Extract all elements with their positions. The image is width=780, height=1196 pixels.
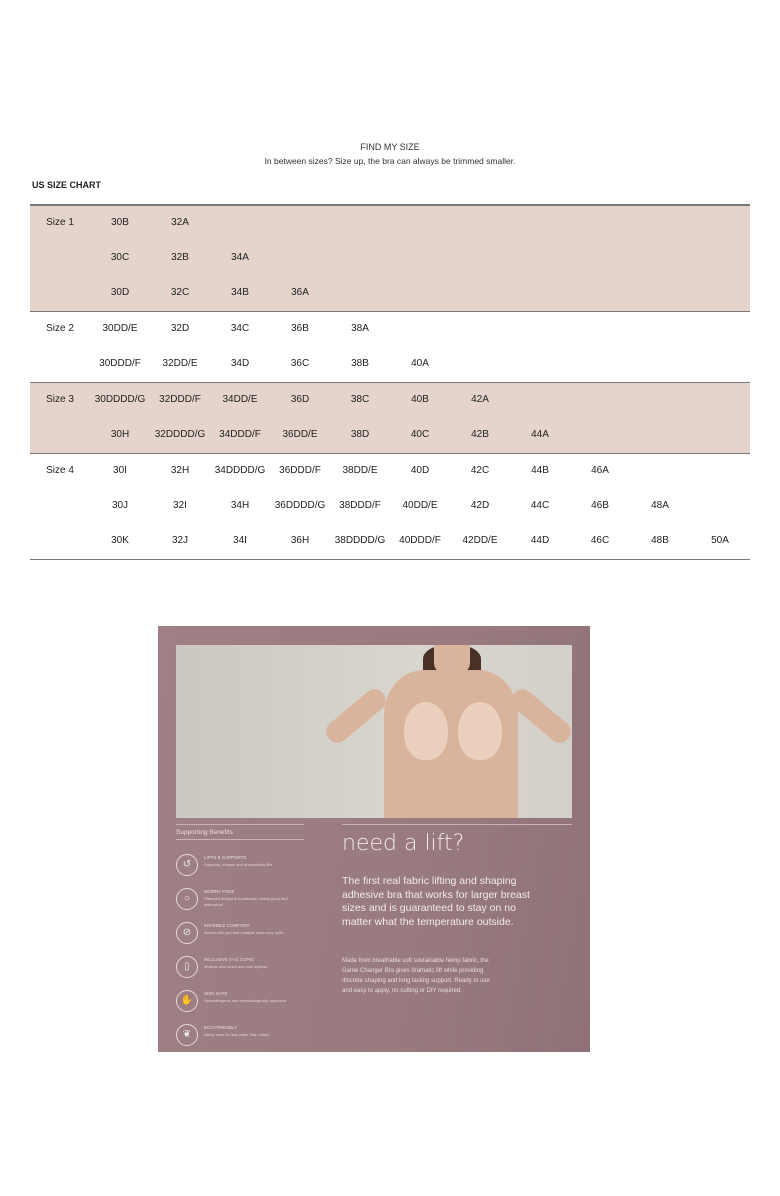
size-cell: 40C <box>410 429 430 440</box>
size-cell: 48A <box>651 500 669 511</box>
size-cell: 42B <box>471 429 489 440</box>
size-cell: 32DDDD/G <box>154 429 206 440</box>
size-cell: 30B <box>111 217 129 228</box>
size-cell: 38D <box>350 429 370 440</box>
size-cell: 34DDDD/G <box>214 465 266 476</box>
size-cell: 30C <box>110 252 130 263</box>
benefit-title: INCLUSIVE (A-G CUPS) <box>204 957 254 962</box>
size-cell: 42A <box>471 394 489 405</box>
table-row <box>30 383 750 418</box>
size-hint: In between sizes? Size up, the bra can always be trimmed smaller. <box>264 156 516 166</box>
size-cell: 36D <box>290 394 310 405</box>
size-cell: 50A <box>711 535 729 546</box>
size-cell: 34B <box>231 287 249 298</box>
size-cell: 40A <box>411 358 429 369</box>
model-photo <box>176 645 572 818</box>
benefit-title: INVISIBLE COMFORT <box>204 923 250 928</box>
benefit-desc: Hypoallergenic and dermatologically approved <box>204 998 287 1003</box>
benefit-item <box>176 1024 306 1054</box>
table-row <box>30 206 750 241</box>
size-cell: 32A <box>171 217 189 228</box>
size-label: Size 4 <box>46 465 74 476</box>
benefit-item <box>176 888 306 918</box>
find-my-size-title: FIND MY SIZE <box>360 142 420 152</box>
size-cell: 34D <box>230 358 250 369</box>
size-label: Size 1 <box>46 217 74 228</box>
benefit-desc: Patented design is breathable, sweat proof and waterproof <box>204 896 288 907</box>
benefit-title: SKIN SAFE <box>204 991 228 996</box>
size-cell: 32B <box>171 252 189 263</box>
lift-icon: ↺ <box>176 854 198 876</box>
size-cell: 36DDDD/G <box>274 500 326 511</box>
headline: need a lift? <box>342 831 465 856</box>
benefit-title: ECO-FRIENDLY <box>204 1025 238 1030</box>
size-cell: 30J <box>111 500 129 511</box>
size-cell: 30DD/E <box>102 323 138 334</box>
size-cell: 34C <box>230 323 250 334</box>
size-cell: 34DD/E <box>222 394 258 405</box>
size-cell: 30DDDD/G <box>94 394 146 405</box>
size-group <box>30 454 750 560</box>
size-cell: 40DDD/F <box>399 535 441 546</box>
size-cell: 40B <box>411 394 429 405</box>
size-cell: 32DD/E <box>162 358 198 369</box>
skin-safe-icon: ✋ <box>176 990 198 1012</box>
invisible-icon: ⊘ <box>176 922 198 944</box>
size-cell: 38DDD/F <box>339 500 381 511</box>
size-cell: 30I <box>113 465 127 476</box>
size-cell: 36B <box>291 323 309 334</box>
size-cell: 44D <box>530 535 550 546</box>
table-row <box>30 312 750 347</box>
size-cell: 38DDDD/G <box>334 535 386 546</box>
benefit-desc: Multiple skin tones and size options <box>204 964 267 969</box>
size-cell: 46A <box>591 465 609 476</box>
size-cell: 38B <box>351 358 369 369</box>
size-cell: 38A <box>351 323 369 334</box>
table-row <box>30 454 750 489</box>
size-cell: 34I <box>233 535 247 546</box>
size-chart-table <box>30 204 750 560</box>
size-cell: 34A <box>231 252 249 263</box>
size-cell: 32I <box>173 500 187 511</box>
size-cell: 44B <box>531 465 549 476</box>
size-cell: 46B <box>591 500 609 511</box>
size-cell: 34DDD/F <box>219 429 261 440</box>
benefits-title: Supporting Benefits <box>176 829 233 836</box>
lead-text: The first real fabric lifting and shaping adhesive bra that works for larger breast sizes and is guaranteed to stay on no matter what the temperature outside. <box>342 875 530 929</box>
size-cell: 44C <box>530 500 550 511</box>
size-cell: 44A <box>531 429 549 440</box>
size-group <box>30 206 750 312</box>
product-box-image <box>158 626 590 1052</box>
size-cell: 38C <box>350 394 370 405</box>
table-row <box>30 276 750 311</box>
size-cell: 42D <box>470 500 490 511</box>
benefit-desc: Moves with you and invisible under any outfit <box>204 930 284 935</box>
size-cell: 40DD/E <box>402 500 438 511</box>
size-cell: 40D <box>410 465 430 476</box>
drop-icon: ○ <box>176 888 198 910</box>
size-cell: 38DD/E <box>342 465 378 476</box>
size-cell: 42C <box>470 465 490 476</box>
size-group <box>30 383 750 454</box>
size-cell: 34H <box>230 500 250 511</box>
body-text: Made from breathable soft sustainable hemp fabric, the Game Changer Bra gives dramatic lift while providing discrete shaping and long lasting support. Ready to use and easy to apply, no cutting or DIY required. <box>342 958 490 994</box>
table-row <box>30 418 750 453</box>
size-label: Size 2 <box>46 323 74 334</box>
inclusive-icon: ▯ <box>176 956 198 978</box>
size-cell: 32D <box>170 323 190 334</box>
size-cell: 30K <box>111 535 129 546</box>
size-cell: 30H <box>110 429 130 440</box>
size-cell: 30D <box>110 287 130 298</box>
benefit-title: LIFTS & SUPPORTS <box>204 855 247 860</box>
table-row <box>30 524 750 559</box>
size-cell: 36H <box>290 535 310 546</box>
benefit-title: WORRY FREE <box>204 889 235 894</box>
size-cell: 36DD/E <box>282 429 318 440</box>
size-cell: 46C <box>590 535 610 546</box>
benefit-desc: Hemp uses 5x less water than cotton <box>204 1032 270 1037</box>
size-cell: 30DDD/F <box>99 358 141 369</box>
size-cell: 32H <box>170 465 190 476</box>
size-cell: 32J <box>171 535 189 546</box>
us-size-chart-label: US SIZE CHART <box>32 180 102 190</box>
benefit-item <box>176 990 306 1020</box>
benefit-item <box>176 922 306 952</box>
size-cell: 36DDD/F <box>279 465 321 476</box>
eco-icon: ❦ <box>176 1024 198 1046</box>
table-row <box>30 347 750 382</box>
size-cell: 42DD/E <box>462 535 498 546</box>
benefit-item <box>176 956 306 986</box>
benefit-desc: Supports, shapes and dramatically lifts <box>204 862 273 867</box>
benefit-item <box>176 854 306 884</box>
size-cell: 36C <box>290 358 310 369</box>
size-cell: 32DDD/F <box>159 394 201 405</box>
size-cell: 36A <box>291 287 309 298</box>
size-cell: 48B <box>651 535 669 546</box>
table-row <box>30 241 750 276</box>
size-group <box>30 312 750 383</box>
size-cell: 32C <box>170 287 190 298</box>
size-label: Size 3 <box>46 394 74 405</box>
table-row <box>30 489 750 524</box>
